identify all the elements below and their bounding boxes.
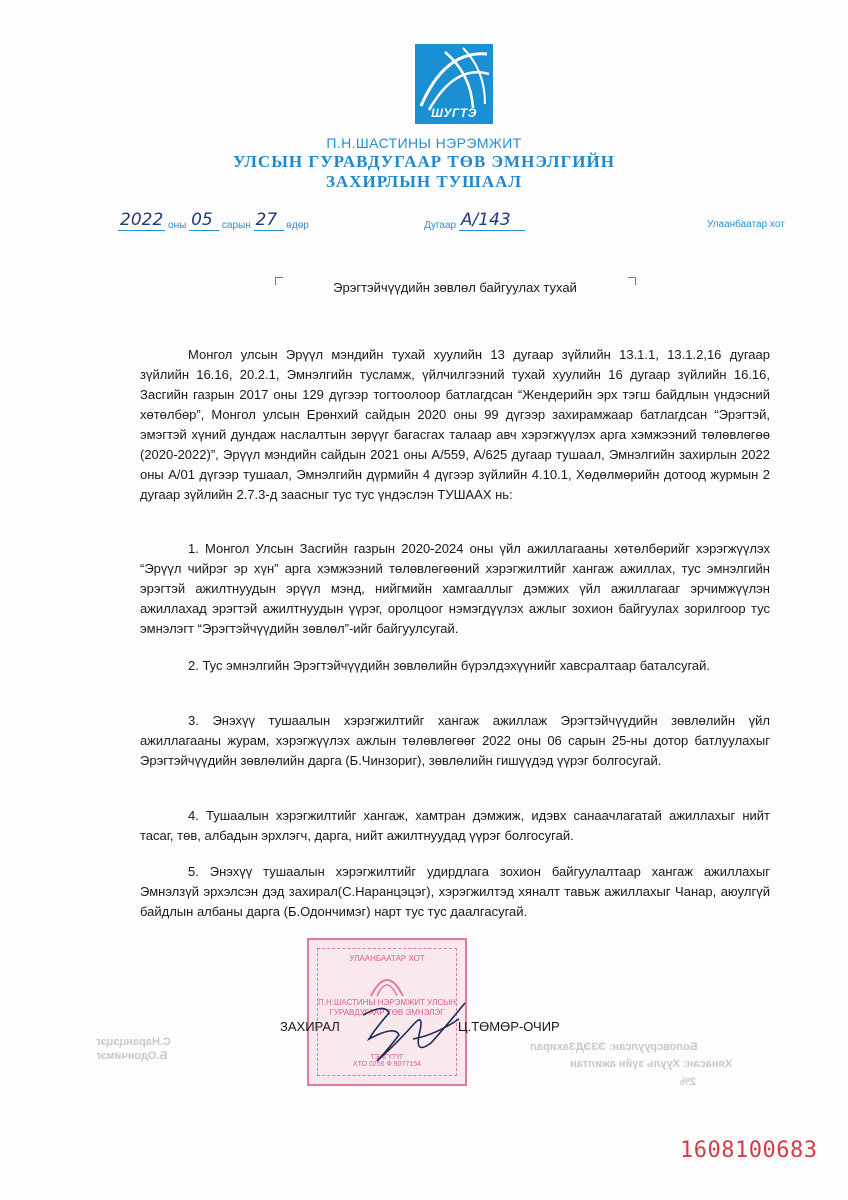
order-item-4: 4. Тушаалын хэрэгжилтийг хангаж, хамтран дэмжиж, идэвх санаачлагатай ажиллахыг нийт тасаг, төв, албадын эрхлэгч, дарга, нийт ажилтнуудад үүрэг болгосугай. xyxy=(140,808,770,843)
signatory-name: Ц.ТӨМӨР-ОЧИР xyxy=(458,1019,560,1034)
date-day: 27 xyxy=(254,210,284,231)
bleed-through-text: Хянасан: Хууль зүйн ажилтан xyxy=(570,1058,733,1070)
stamp-code-line: ХТО 0256 Ф 9077154 xyxy=(352,1061,422,1068)
organization-title: УЛСЫН ГУРАВДУГААР ТӨВ ЭМНЭЛГИЙН xyxy=(233,152,615,171)
order-subject: Эрэгтэйчүүдийн зөвлөл байгуулах тухай xyxy=(333,280,577,295)
date-month: 05 xyxy=(189,210,219,231)
document-type-title: ЗАХИРЛЫН ТУШААЛ xyxy=(325,172,523,191)
organization-subtitle: П.Н.ШАСТИНЫ НЭРЭМЖИТ xyxy=(326,135,522,151)
bleed-through-text: 2% xyxy=(680,1076,696,1088)
date-field xyxy=(118,210,309,231)
logo-text: ШУГТЭ xyxy=(431,106,477,120)
bleed-through-text: С.Наранцэцэг xyxy=(96,1036,171,1048)
order-item-2: 2. Тус эмнэлгийн Эрэгтэйчүүдийн зөвлөлийн бүрэлдэхүүнийг хавсралтаар баталсугай. xyxy=(188,658,711,673)
city-label: Улаанбаатар хот xyxy=(707,219,785,230)
signatory-title: ЗАХИРАЛ xyxy=(280,1019,340,1034)
subject-bracket-left xyxy=(275,277,283,285)
hospital-logo xyxy=(415,44,493,124)
day-label: өдөр xyxy=(286,220,309,231)
stamp-emblem-icon xyxy=(367,966,407,998)
order-item-1: 1. Монгол Улсын Засгийн газрын 2020-2024 оны үйл ажиллагааны хөтөлбөрийг хэрэгжүүлэх “Эрүүл чийрэг эр хүн” арга хэмжээний төлөвлөгөөний хэрэгжилтийг хангаж ажиллах, тус эмнэлгийн эрэгтэй ажилтнуудын эрүүл мэнд, нийгмийн хамгааллыг дэмжих үйл ажиллагааг эрчимжүүлэн ажиллахад эрэгтэй ажилтнуудын үүрэг, оролцоог нэмэгдүүлэх ажлыг зохион байгуулах зорилгоор тус эмнэлэгт “Эрэгтэйчүүдийн зөвлөл”-ийг байгуулсугай. xyxy=(140,541,770,636)
order-item-3: 3. Энэхүү тушаалын хэрэгжилтийг хангаж ажиллаж Эрэгтэйчүүдийн зөвлөлийн үйл ажиллагааны журам, хэрэгжүүлэх ажлын төлөвлөгөөг 2022 оны 06 сарын 25-ны дотор батлуулахыг Эрэгтэйчүүдийн зөвлөлийн дарга (Б.Чинзориг), зөвлөлийн гишүүдэд үүрэг болгосугай. xyxy=(140,713,770,768)
order-number-field xyxy=(424,210,525,231)
month-label: сарын xyxy=(221,220,251,231)
bleed-through-text: Б.Одончимэг xyxy=(96,1050,168,1062)
date-year: 2022 xyxy=(120,210,164,230)
bleed-through-text: Боловсруулсан: ЭЗЭДЗахирал xyxy=(530,1041,698,1053)
number-label: Дугаар xyxy=(424,220,457,231)
preamble-paragraph: Монгол улсын Эрүүл мэндийн тухай хуулийн 13 дугаар зүйлийн 13.1.1, 13.1.2,16 дугаар зүйлийн 16.16, 20.2.1, Эмнэлгийн тусламж, үйлчилгээний тухай хуулийн 16 дугаар зүйлийн 16.16, Засгийн газрын 2017 оны 129 дүгээр тогтоолоор батлагдсан “Жендерийн эрх тэгш байдлын үндэсний хөтөлбөр”, Монгол улсын Ерөнхий сайдын 2020 оны 99 дүгээр захирамжаар батлагдсан “Эрэгтэй, эмэгтэй хүний дундаж наслалтын зөрүүг багасгах талаар авч хэрэгжүүлэх арга хэмжээний төлөвлөгөө (2020-2022)”, Эрүүл мэндийн сайдын 2021 оны А/559, А/625 дугаар тушаал, Эмнэлгийн захирлын 2022 оны А/01 дүгээр тушаал, Эмнэлгийн дүрмийн 4 дүгээр зүйлийн 4.10.1, Хөдөлмөрийн дотоод журмын 2 дугаар зүйлийн 2.7.3-д заасныг тус тус үндэслэн ТУШААХ нь: xyxy=(140,347,770,502)
stamp-organization: П.Н.ШАСТИНЫ НЭРЭМЖИТ УЛСЫН ГУРАВДУГААР ТӨВ ЭМНЭЛЭГ xyxy=(318,998,456,1017)
stamp-code-line: ТЭАГҮТҮГ xyxy=(370,1054,404,1061)
stamp-city: УЛААНБААТАР ХОТ xyxy=(349,954,425,963)
year-label: оны xyxy=(168,220,187,231)
serial-number: 1608100683 xyxy=(680,1138,818,1163)
order-number: A/143 xyxy=(459,210,525,231)
order-item-5: 5. Энэхүү тушаалын хэрэгжилтийг удирдлага зохион байгуулалтаар хангаж ажиллахыг Эмнэлзүй эрхэлсэн дэд захирал(С.Наранцэцэг), хэрэгжилтэд хяналт тавьж ажиллахыг Чанар, аюулгүй байдлын албаны дарга (Б.Одончимэг) нарт тус тус даалгасугай. xyxy=(140,864,770,919)
subject-bracket-right xyxy=(628,277,636,285)
